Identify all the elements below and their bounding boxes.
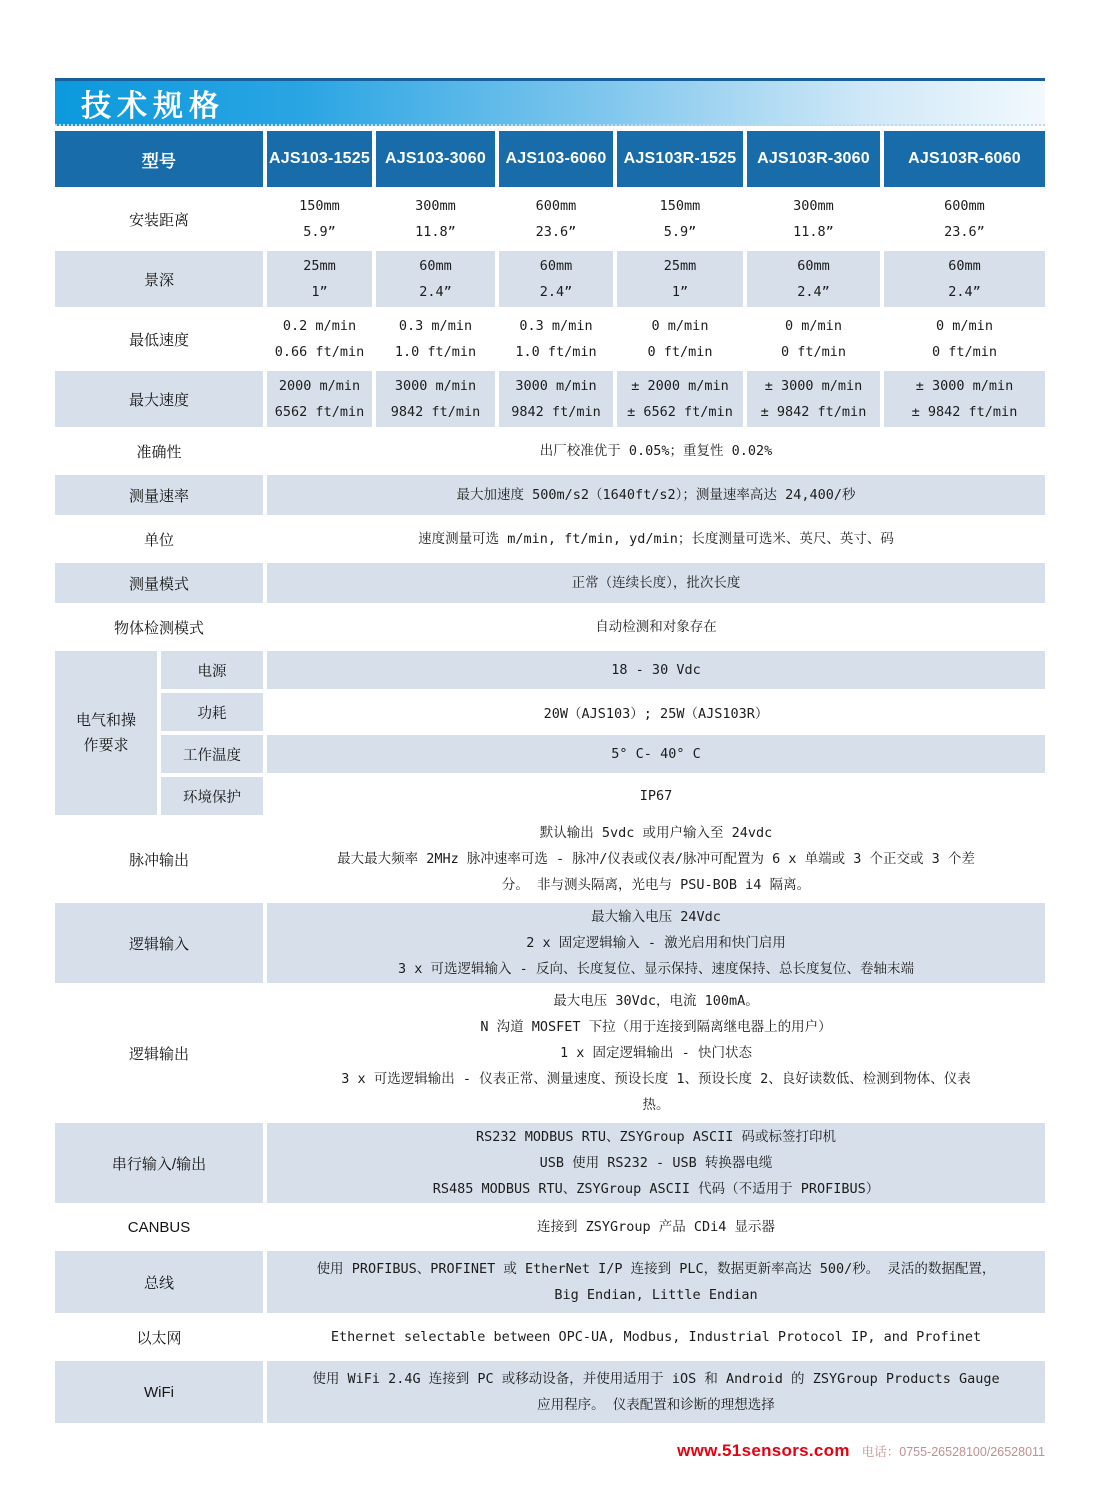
spec-value-cell bbox=[267, 1317, 1045, 1357]
row-label: 逻辑输出 bbox=[128, 1045, 189, 1063]
value-line: 23.6” bbox=[944, 224, 985, 240]
row-label: WiFi bbox=[55, 1361, 263, 1423]
value-line: 默认输出 5vdc 或用户输入至 24vdc bbox=[539, 825, 773, 841]
value-line: 2.4” bbox=[539, 284, 573, 300]
value-line: 最大电压 30Vdc，电流 100mA。 bbox=[553, 993, 759, 1009]
value-line: 0 m/min bbox=[651, 318, 709, 334]
value-line: ± 9842 ft/min bbox=[760, 404, 867, 420]
spec-table bbox=[55, 131, 1045, 1423]
row-label: 最低速度 bbox=[128, 331, 189, 349]
table-header-row bbox=[55, 131, 1045, 187]
page-footer bbox=[677, 1441, 1045, 1461]
value-line: 3 x 可选逻辑输入 - 反向、长度复位、显示保持、速度保持、总长度复位、卷轴末端 bbox=[398, 961, 914, 977]
spec-value-cell bbox=[267, 987, 1045, 1119]
column-header: AJS103-6060 bbox=[499, 131, 613, 187]
value-line: 300mm bbox=[793, 198, 834, 214]
value-line: 300mm bbox=[415, 198, 456, 214]
spec-value-cell bbox=[267, 1361, 1045, 1423]
value-line: 连接到 ZSYGroup 产品 CDi4 显示器 bbox=[536, 1219, 776, 1235]
spec-row bbox=[55, 311, 1045, 367]
value-line: 2.4” bbox=[797, 284, 830, 300]
value-line: 使用 WiFi 2.4G 连接到 PC 或移动设备，并使用适用于 iOS 和 Android 的 ZSYGroup Products Gauge bbox=[312, 1371, 1000, 1387]
value-line: 速度测量可选 m/min, ft/min, yd/min；长度测量可选米、英尺、英寸、码 bbox=[418, 531, 894, 547]
value-line: 0 m/min bbox=[785, 318, 842, 334]
spec-row bbox=[161, 693, 1045, 731]
value-line: 1 x 固定逻辑输出 - 快门状态 bbox=[560, 1045, 752, 1061]
row-label: CANBUS bbox=[127, 1218, 191, 1236]
spec-value-cell bbox=[376, 191, 495, 247]
spec-value-cell bbox=[376, 311, 495, 367]
spec-row bbox=[55, 475, 1045, 515]
spec-value-cell bbox=[267, 311, 372, 367]
spec-value-cell bbox=[267, 903, 1045, 983]
spec-value-cell bbox=[884, 191, 1045, 247]
value-line: 11.8” bbox=[415, 224, 456, 240]
spec-value-cell bbox=[499, 311, 613, 367]
value-line: 1” bbox=[671, 284, 689, 300]
value-line: 2 x 固定逻辑输入 - 激光启用和快门启用 bbox=[526, 935, 786, 951]
spec-value-cell bbox=[267, 371, 372, 427]
value-line: 0.66 ft/min bbox=[274, 344, 365, 360]
spec-value-cell bbox=[884, 371, 1045, 427]
row-label: 逻辑输入 bbox=[55, 903, 263, 983]
spec-row bbox=[55, 191, 1045, 247]
value-line: 使用 PROFIBUS、PROFINET 或 EtherNet I/P 连接到 PLC，数据更新率高达 500/秒。 灵活的数据配置， bbox=[316, 1261, 996, 1277]
column-header: AJS103R-3060 bbox=[747, 131, 880, 187]
row-label: 测量速率 bbox=[55, 475, 263, 515]
spec-value-cell bbox=[267, 1251, 1045, 1313]
value-line: 9842 ft/min bbox=[511, 404, 601, 420]
row-label: 测量模式 bbox=[55, 563, 263, 603]
value-line: 最大加速度 500m/s2（1640ft/s2）；测量速率高达 24,400/秒 bbox=[456, 487, 856, 503]
spec-value-cell: 5° C- 40° C bbox=[267, 735, 1045, 773]
value-line: 1.0 ft/min bbox=[394, 344, 477, 360]
value-line: ± 9842 ft/min bbox=[911, 404, 1018, 420]
column-header: AJS103-3060 bbox=[376, 131, 495, 187]
spec-row bbox=[161, 777, 1045, 815]
value-line: 5.9” bbox=[663, 224, 697, 240]
value-line: 自动检测和对象存在 bbox=[595, 619, 717, 635]
spec-value-cell bbox=[617, 191, 743, 247]
value-line: 25mm bbox=[303, 258, 336, 274]
value-line: 150mm bbox=[299, 198, 340, 214]
value-line: 0.2 m/min bbox=[282, 318, 357, 334]
value-line: 60mm bbox=[539, 258, 573, 274]
value-line: 1.0 ft/min bbox=[515, 344, 597, 360]
spec-value-cell bbox=[267, 431, 1045, 471]
spec-row bbox=[55, 1207, 1045, 1247]
spec-row bbox=[55, 519, 1045, 559]
spec-row bbox=[55, 819, 1045, 899]
value-line: 0 ft/min bbox=[647, 344, 713, 360]
spec-value-cell bbox=[267, 251, 372, 307]
spec-row bbox=[55, 1123, 1045, 1203]
spec-row bbox=[55, 371, 1045, 427]
spec-value-cell bbox=[884, 311, 1045, 367]
spec-value-cell bbox=[747, 251, 880, 307]
spec-value-cell bbox=[617, 311, 743, 367]
spec-value-cell bbox=[267, 819, 1045, 899]
spec-value-cell bbox=[376, 251, 495, 307]
value-line: 热。 bbox=[642, 1097, 670, 1113]
value-line: ± 3000 m/min bbox=[764, 378, 863, 394]
value-line: 600mm bbox=[944, 198, 985, 214]
group-label: 电气和操作要求 bbox=[55, 651, 157, 815]
value-line: ± 3000 m/min bbox=[915, 378, 1014, 394]
column-header: AJS103R-6060 bbox=[884, 131, 1045, 187]
value-line: 0 m/min bbox=[936, 318, 993, 334]
value-line: 6562 ft/min bbox=[274, 404, 365, 420]
row-label: 安装距离 bbox=[128, 211, 189, 229]
value-line: 60mm bbox=[419, 258, 452, 274]
phone-number: 电话：0755-26528100/26528011 bbox=[861, 1445, 1045, 1459]
spec-row bbox=[55, 1361, 1045, 1423]
spec-value-cell bbox=[267, 475, 1045, 515]
value-line: 正常（连续长度），批次长度 bbox=[571, 575, 741, 591]
column-header-model: 型号 bbox=[55, 131, 263, 187]
spec-value-cell bbox=[747, 191, 880, 247]
spec-value-cell bbox=[499, 191, 613, 247]
value-line: USB 使用 RS232 - USB 转换器电缆 bbox=[539, 1155, 773, 1171]
spec-value-cell bbox=[747, 311, 880, 367]
column-header: AJS103-1525 bbox=[267, 131, 372, 187]
value-line: 60mm bbox=[797, 258, 830, 274]
spec-row bbox=[161, 651, 1045, 689]
value-line: RS485 MODBUS RTU、ZSYGroup ASCII 代码（不适用于 PROFIBUS） bbox=[432, 1181, 880, 1197]
spec-value-cell bbox=[267, 191, 372, 247]
spec-value-cell bbox=[617, 371, 743, 427]
spec-row bbox=[161, 735, 1045, 773]
value-line: 2000 m/min bbox=[278, 378, 361, 394]
value-line: RS232 MODBUS RTU、ZSYGroup ASCII 码或标签打印机 bbox=[476, 1129, 836, 1145]
page-title: 技术规格 bbox=[81, 89, 225, 123]
row-label: 串行输入/输出 bbox=[55, 1123, 263, 1203]
value-line: 2.4” bbox=[948, 284, 981, 300]
spec-value-cell bbox=[267, 607, 1045, 647]
spec-row bbox=[55, 431, 1045, 471]
value-line: ± 2000 m/min bbox=[631, 378, 729, 394]
spec-row bbox=[55, 607, 1045, 647]
row-label: 功耗 bbox=[161, 693, 263, 731]
row-label: 最大速度 bbox=[55, 371, 263, 427]
spec-value-cell bbox=[617, 251, 743, 307]
spec-value-cell bbox=[499, 251, 613, 307]
value-line: 应用程序。 仪表配置和诊断的理想选择 bbox=[537, 1397, 775, 1413]
spec-value-cell bbox=[376, 371, 495, 427]
value-line: 1” bbox=[311, 284, 328, 300]
value-line: 0 ft/min bbox=[780, 344, 847, 360]
spec-value-cell: 20W（AJS103）; 25W（AJS103R） bbox=[543, 706, 769, 722]
spec-value-cell: 18 - 30 Vdc bbox=[267, 651, 1045, 689]
value-line: 150mm bbox=[659, 198, 701, 214]
value-line: 3000 m/min bbox=[515, 378, 597, 394]
spec-row bbox=[55, 987, 1045, 1119]
row-label: 以太网 bbox=[136, 1329, 182, 1347]
value-line: 0.3 m/min bbox=[398, 318, 473, 334]
value-line: 11.8” bbox=[793, 224, 834, 240]
row-label: 单位 bbox=[143, 531, 174, 549]
spec-row bbox=[55, 903, 1045, 983]
value-line: 出厂校准优于 0.05%；重复性 0.02% bbox=[539, 443, 773, 459]
value-line: N 沟道 MOSFET 下拉（用于连接到隔离继电器上的用户） bbox=[480, 1019, 832, 1035]
value-line: 25mm bbox=[663, 258, 697, 274]
row-label: 准确性 bbox=[136, 443, 182, 461]
row-label: 景深 bbox=[55, 251, 263, 307]
spec-row bbox=[55, 251, 1045, 307]
value-line: 最大输入电压 24Vdc bbox=[591, 909, 721, 925]
value-line: 600mm bbox=[535, 198, 577, 214]
spec-value-cell bbox=[267, 1123, 1045, 1203]
spec-value-cell bbox=[747, 371, 880, 427]
group-rows bbox=[161, 651, 1045, 815]
spec-value-cell bbox=[267, 519, 1045, 559]
spec-row bbox=[55, 1251, 1045, 1313]
value-line: 3 x 可选逻辑输出 - 仪表正常、测量速度、预设长度 1、预设长度 2、良好读数低、检测到物体、仪表 bbox=[341, 1071, 971, 1087]
value-line: 0 ft/min bbox=[931, 344, 998, 360]
row-label: 电源 bbox=[161, 651, 263, 689]
spec-group-row bbox=[55, 651, 1045, 815]
value-line: 5.9” bbox=[303, 224, 336, 240]
value-line: ± 6562 ft/min bbox=[627, 404, 733, 420]
value-line: 分。 非与测头隔离，光电与 PSU-BOB i4 隔离。 bbox=[501, 877, 811, 893]
website-link[interactable]: www.51sensors.com bbox=[677, 1441, 850, 1460]
column-header: AJS103R-1525 bbox=[617, 131, 743, 187]
row-label: 环境保护 bbox=[161, 777, 263, 815]
row-label: 脉冲输出 bbox=[128, 851, 189, 869]
value-line: Big Endian, Little Endian bbox=[554, 1287, 758, 1303]
spec-value-cell: IP67 bbox=[639, 788, 673, 804]
value-line: 2.4” bbox=[419, 284, 452, 300]
row-label: 物体检测模式 bbox=[113, 619, 204, 637]
value-line: 60mm bbox=[948, 258, 981, 274]
row-label: 工作温度 bbox=[161, 735, 263, 773]
value-line: 23.6” bbox=[535, 224, 577, 240]
row-label: 总线 bbox=[55, 1251, 263, 1313]
value-line: 3000 m/min bbox=[394, 378, 477, 394]
value-line: 9842 ft/min bbox=[390, 404, 481, 420]
section-title-banner bbox=[55, 78, 1045, 126]
value-line: 0.3 m/min bbox=[519, 318, 593, 334]
value-line: Ethernet selectable between OPC-UA, Modbus, Industrial Protocol IP, and Profinet bbox=[330, 1329, 982, 1345]
value-line: 最大最大频率 2MHz 脉冲速率可选 - 脉冲/仪表或仪表/脉冲可配置为 6 x 单端或 3 个正交或 3 个差 bbox=[337, 851, 975, 867]
spec-row bbox=[55, 563, 1045, 603]
spec-value-cell bbox=[884, 251, 1045, 307]
spec-value-cell bbox=[499, 371, 613, 427]
spec-value-cell bbox=[267, 563, 1045, 603]
spec-value-cell bbox=[267, 1207, 1045, 1247]
spec-row bbox=[55, 1317, 1045, 1357]
